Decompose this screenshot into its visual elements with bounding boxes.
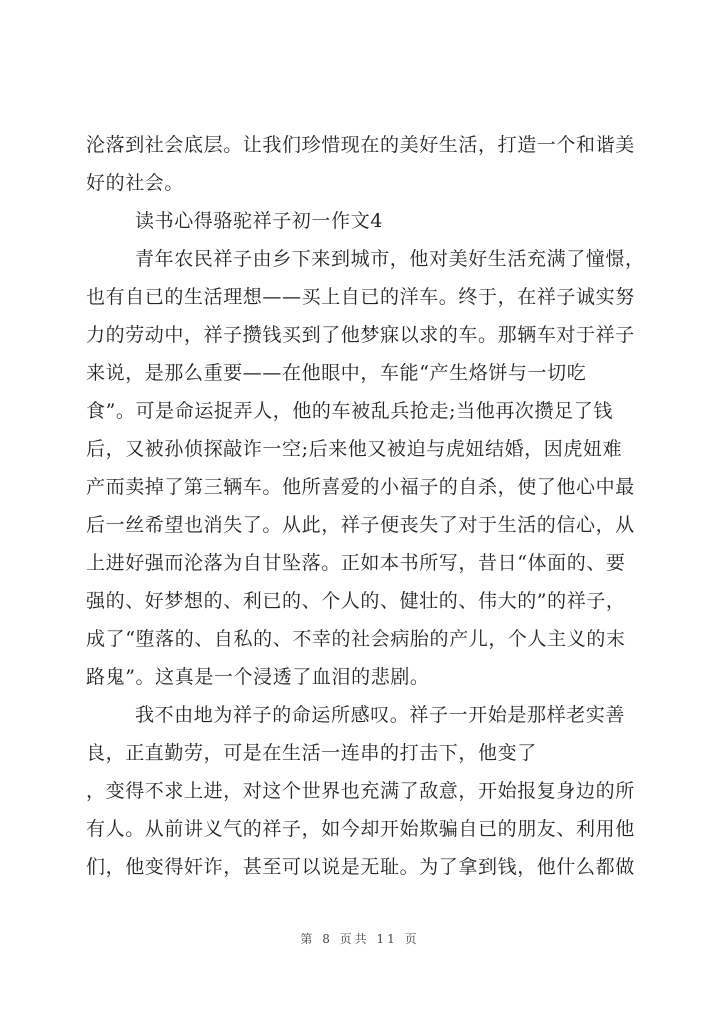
paragraph-line: 食”。可是命运捉弄人，他的车被乱兵抢走;当他再次攒足了钱: [86, 400, 613, 422]
paragraph-line: 沦落到社会底层。让我们珍惜现在的美好生活，打造一个和谐美: [86, 134, 635, 156]
page-number-footer: 第 8 页共 11 页: [300, 932, 420, 946]
paragraph-line: 产而卖掉了第三辆车。他所喜爱的小福子的自杀，使了他心中最: [86, 476, 635, 498]
paragraph-line: 后，又被孙侦探敲诈一空;后来他又被迫与虎妞结婚，因虎妞难: [86, 438, 623, 460]
paragraph-line: ，变得不求上进，对这个世界也充满了敌意，开始报复身边的所: [86, 780, 635, 802]
paragraph-line: 良，正直勤劳，可是在生活一连串的打击下，他变了: [86, 742, 537, 764]
paragraph-line: 后一丝希望也消失了。从此，祥子便丧失了对于生活的信心，从: [86, 514, 635, 536]
paragraph-line: 上进好强而沦落为自甘坠落。正如本书所写，昔日“体面的、要: [86, 552, 626, 574]
paragraph-line: 青年农民祥子由乡下来到城市，他对美好生活充满了憧憬，: [135, 248, 645, 270]
paragraph-line: 成了“堕落的、自私的、不幸的社会病胎的产儿，个人主义的末: [86, 628, 626, 650]
paragraph-line: 有人。从前讲义气的祥子，如今却开始欺骗自已的朋友、利用他: [86, 818, 635, 840]
paragraph-line: 们，他变得奸诈，甚至可以说是无耻。为了拿到钱，他什么都做: [86, 856, 635, 878]
section-heading: 读书心得骆驼祥子初一作文4: [135, 210, 383, 232]
paragraph-line: 强的、好梦想的、利已的、个人的、健壮的、伟大的”的祥子，: [86, 590, 626, 612]
paragraph-line: 路鬼”。这真是一个浸透了血泪的悲剧。: [86, 666, 430, 688]
paragraph-line: 力的劳动中，祥子攒钱买到了他梦寐以求的车。那辆车对于祥子: [86, 324, 635, 346]
paragraph-line: 来说，是那么重要——在他眼中，车能“产生烙饼与一切吃: [86, 362, 587, 384]
paragraph-line: 我不由地为祥子的命运所感叹。祥子一开始是那样老实善: [135, 704, 626, 726]
paragraph-line: 好的社会。: [86, 172, 185, 194]
paragraph-line: 也有自已的生活理想——买上自已的洋车。终于，在祥子诚实努: [86, 286, 635, 308]
